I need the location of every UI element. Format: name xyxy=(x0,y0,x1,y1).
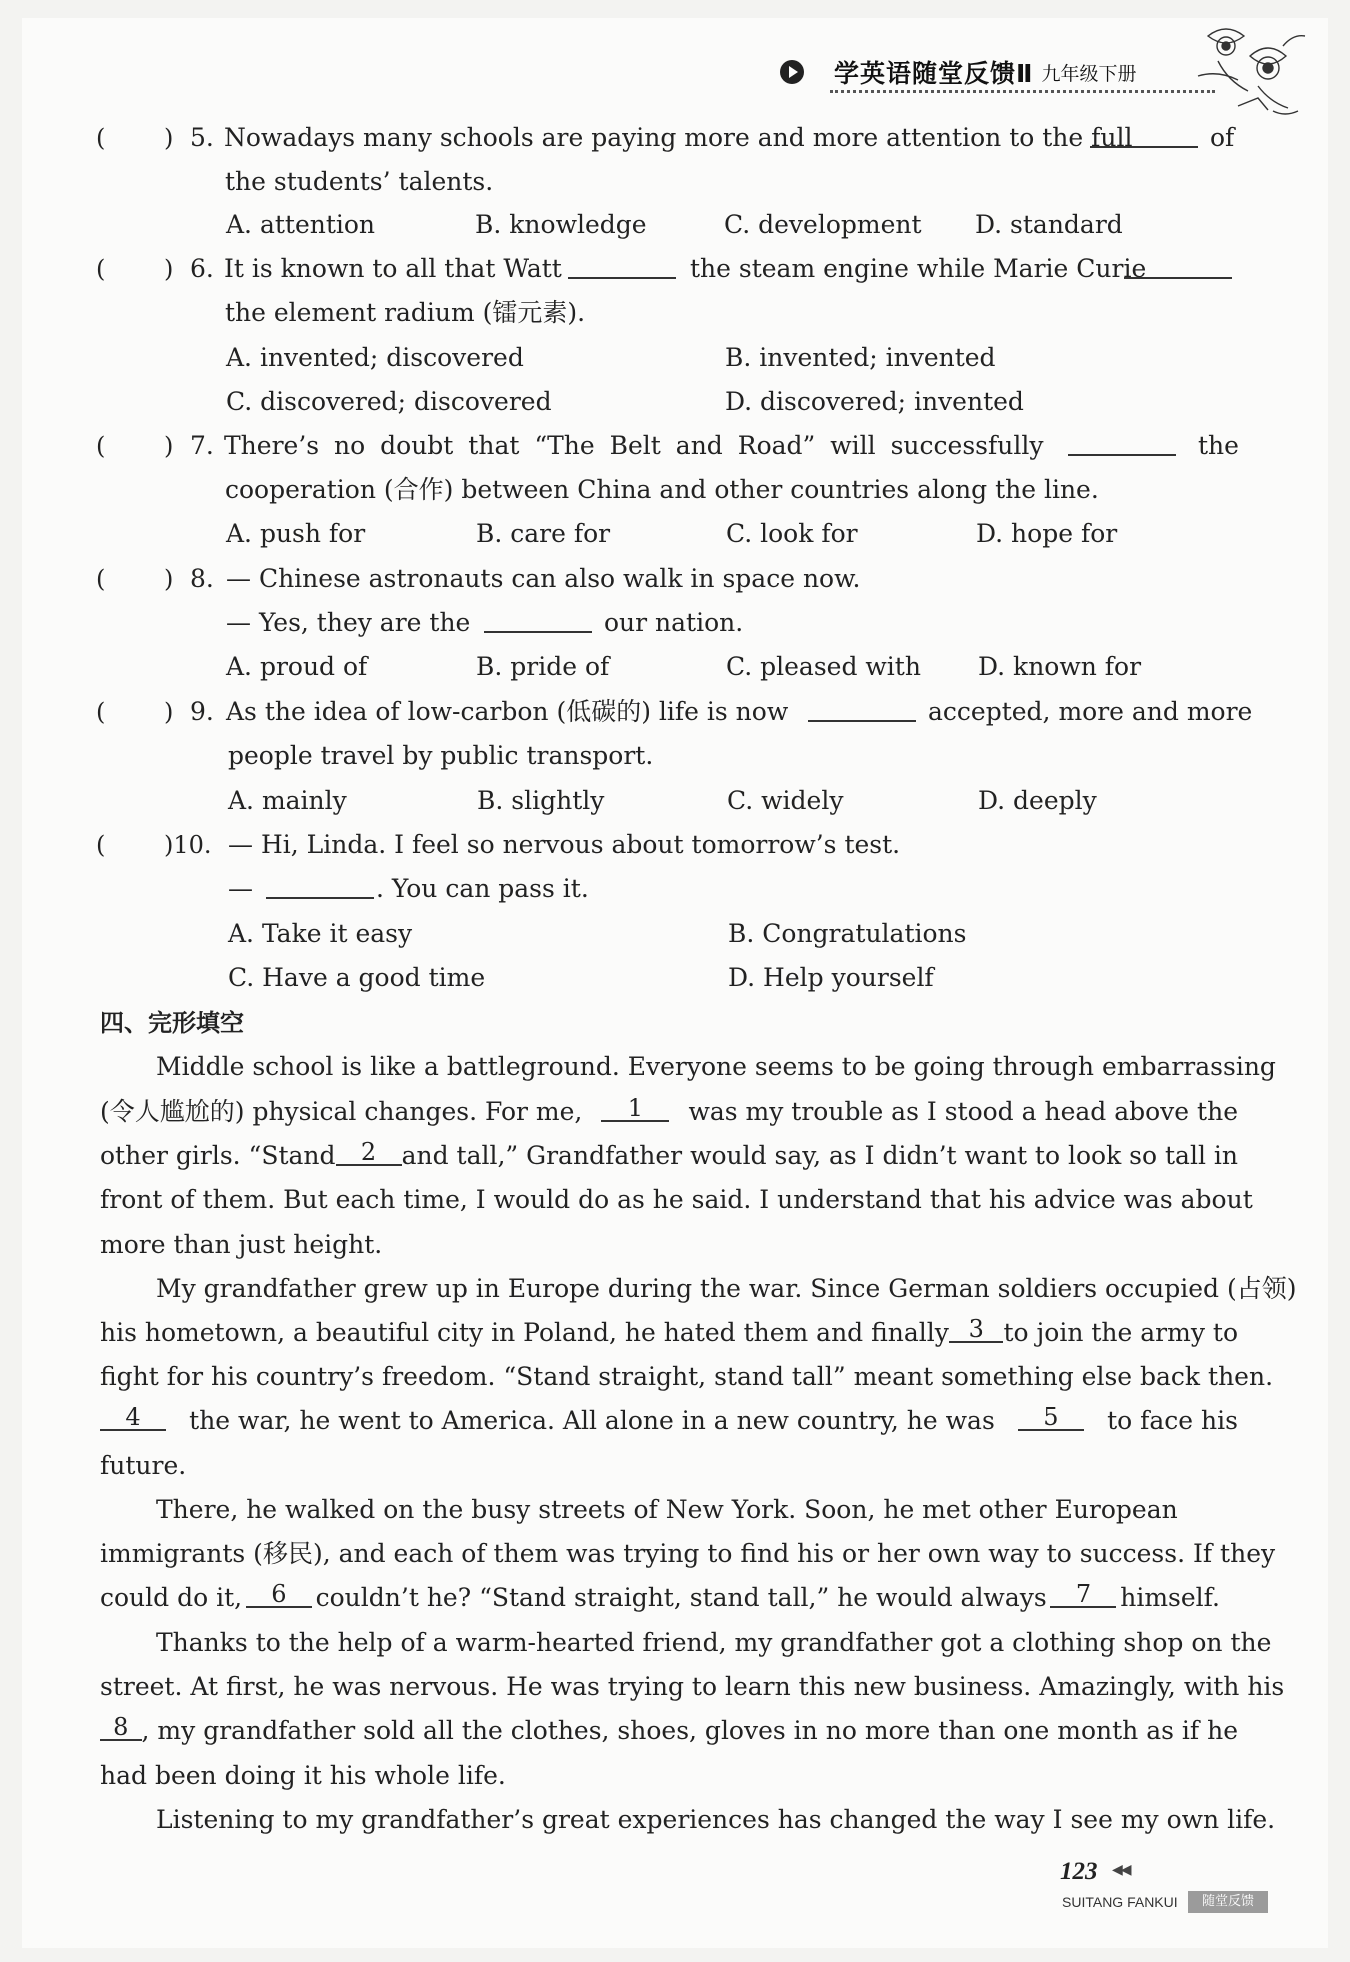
option-c: C. widely xyxy=(727,786,844,815)
option-d: D. Help yourself xyxy=(728,963,934,992)
answer-paren-open: ( xyxy=(96,698,106,726)
dialogue-reply-end: our nation. xyxy=(604,608,744,637)
option-a: A. Take it easy xyxy=(228,919,413,948)
cloze-blank-4[interactable]: 4 xyxy=(100,1405,166,1431)
question-9-line2: people travel by public transport. xyxy=(228,741,654,770)
passage-text: other girls. “Stand xyxy=(100,1141,336,1170)
dialogue-reply-end: . You can pass it. xyxy=(376,874,589,903)
passage-line: My grandfather grew up in Europe during the war. Since German soldiers occupied (占领) xyxy=(156,1274,1297,1303)
question-text: There’s no doubt that “The Belt and Road” will successfully xyxy=(224,431,1044,460)
cloze-blank-5[interactable]: 5 xyxy=(1018,1405,1084,1431)
page-number: 123 xyxy=(1060,1858,1098,1885)
option-c: C. Have a good time xyxy=(228,963,486,992)
option-a: A. attention xyxy=(226,210,376,239)
header-divider xyxy=(830,90,1215,93)
question-text: — Chinese astronauts can also walk in space now. xyxy=(226,564,861,593)
answer-blank[interactable] xyxy=(568,253,676,279)
option-a: A. push for xyxy=(226,519,366,548)
answer-paren-open: ( xyxy=(96,255,106,283)
question-number: 9. xyxy=(190,697,214,726)
passage-line xyxy=(100,1096,1238,1128)
question-number: 5. xyxy=(190,123,214,152)
answer-paren-close: ) xyxy=(164,565,174,593)
answer-paren-close: ) xyxy=(164,698,174,726)
question-text-end: of xyxy=(1210,123,1235,152)
passage-line: Listening to my grandfather’s great experiences has changed the way I see my own life. xyxy=(156,1805,1276,1834)
passage-line: fight for his country’s freedom. “Stand straight, stand tall” meant something else back then. xyxy=(100,1362,1274,1391)
passage-text: , my grandfather sold all the clothes, shoes, gloves in no more than one month as if he xyxy=(141,1716,1238,1745)
question-6-line2: the element radium (镭元素). xyxy=(225,298,586,327)
passage-line: street. At first, he was nervous. He was trying to learn this new business. Amazingly, with his xyxy=(100,1672,1285,1701)
passage-text: to join the army to xyxy=(1003,1318,1238,1347)
answer-blank[interactable] xyxy=(484,607,592,633)
dialogue-reply: — Yes, they are the xyxy=(226,608,471,637)
passage-line: future. xyxy=(100,1451,187,1480)
passage-text: could do it, xyxy=(100,1583,243,1612)
answer-paren-open: ( xyxy=(96,432,106,460)
passage-text: (令人尴尬的) physical changes. For me, xyxy=(100,1097,583,1126)
option-c: C. development xyxy=(724,210,922,239)
book-title: 学英语随堂反馈Ⅱ xyxy=(834,59,1034,88)
flower-decoration-icon xyxy=(1188,16,1313,128)
question-text-end: accepted, more and more xyxy=(928,697,1253,726)
question-number: 8. xyxy=(190,564,214,593)
footer-brand: SUITANG FANKUI xyxy=(1062,1894,1178,1910)
question-text-end: the xyxy=(1198,431,1239,460)
passage-line: front of them. But each time, I would do as he said. I understand that his advice was about xyxy=(100,1185,1253,1214)
answer-paren-open: ( xyxy=(96,565,106,593)
option-d: D. known for xyxy=(978,652,1142,681)
passage-line: had been doing it his whole life. xyxy=(100,1761,506,1790)
passage-text: and tall,” Grandfather would say, as I didn’t want to look so tall in xyxy=(401,1141,1238,1170)
option-b: B. care for xyxy=(476,519,611,548)
option-b: B. invented; invented xyxy=(725,343,996,372)
passage-text: was my trouble as I stood a head above the xyxy=(688,1097,1238,1126)
option-a: A. proud of xyxy=(226,652,368,681)
answer-paren-open: ( xyxy=(96,124,106,152)
cloze-blank-8[interactable]: 8 xyxy=(100,1715,142,1741)
question-text-mid: the steam engine while Marie Curie xyxy=(690,254,1147,283)
passage-line xyxy=(100,1317,1238,1349)
cloze-blank-3[interactable]: 3 xyxy=(949,1317,1004,1343)
answer-blank[interactable] xyxy=(808,696,916,722)
question-number: 7. xyxy=(190,431,214,460)
answer-paren-close: ) xyxy=(164,432,174,460)
passage-text: couldn’t he? “Stand straight, stand tall,” he would always xyxy=(315,1583,1047,1612)
passage-line xyxy=(100,1715,1238,1747)
option-c: C. discovered; discovered xyxy=(226,387,552,416)
passage-text: himself. xyxy=(1120,1583,1220,1612)
option-a: A. invented; discovered xyxy=(226,343,524,372)
passage-line: more than just height. xyxy=(100,1230,383,1259)
passage-line: Middle school is like a battleground. Everyone seems to be going through embarrassing xyxy=(156,1052,1276,1081)
option-a: A. mainly xyxy=(228,786,347,815)
question-number: 6. xyxy=(190,254,214,283)
option-d: D. standard xyxy=(975,210,1123,239)
answer-blank[interactable] xyxy=(1090,122,1198,148)
arrows-icon: ◀◀ xyxy=(1112,1862,1130,1878)
page-header xyxy=(780,52,1136,92)
play-icon xyxy=(780,60,804,84)
passage-line xyxy=(100,1140,1238,1172)
option-d: D. deeply xyxy=(978,786,1097,815)
answer-paren-close: ) xyxy=(164,124,174,152)
passage-text: his hometown, a beautiful city in Poland, he hated them and finally xyxy=(100,1318,949,1347)
question-5-line2: the students’ talents. xyxy=(225,167,494,196)
question-text: — Hi, Linda. I feel so nervous about tomorrow’s test. xyxy=(228,830,901,859)
answer-paren-close: ) xyxy=(164,255,174,283)
passage-text: the war, he went to America. All alone in a new country, he was xyxy=(189,1406,995,1435)
answer-blank[interactable] xyxy=(1068,430,1176,456)
passage-line: There, he walked on the busy streets of New York. Soon, he met other European xyxy=(156,1495,1178,1524)
option-d: D. hope for xyxy=(976,519,1118,548)
option-b: B. knowledge xyxy=(475,210,647,239)
answer-blank[interactable] xyxy=(1124,253,1232,279)
question-text: Nowadays many schools are paying more and more attention to the full xyxy=(224,123,1133,152)
question-text: As the idea of low-carbon (低碳的) life is now xyxy=(226,697,789,726)
passage-line: immigrants (移民), and each of them was trying to find his or her own way to success. If they xyxy=(100,1539,1276,1568)
cloze-blank-1[interactable]: 1 xyxy=(601,1096,669,1122)
option-c: C. look for xyxy=(726,519,858,548)
passage-line: Thanks to the help of a warm-hearted friend, my grandfather got a clothing shop on the xyxy=(156,1628,1272,1657)
option-b: B. slightly xyxy=(477,786,605,815)
cloze-blank-7[interactable]: 7 xyxy=(1050,1582,1116,1608)
section-title: 四、完形填空 xyxy=(100,1009,244,1037)
option-d: D. discovered; invented xyxy=(725,387,1024,416)
option-c: C. pleased with xyxy=(726,652,921,681)
passage-line xyxy=(100,1405,1238,1437)
footer-badge: 随堂反馈 xyxy=(1188,1891,1268,1913)
answer-blank[interactable] xyxy=(266,873,374,899)
answer-paren-open: ( xyxy=(96,831,106,859)
passage-text: to face his xyxy=(1107,1406,1238,1435)
answer-paren-close: )10. xyxy=(164,831,212,859)
cloze-blank-6[interactable]: 6 xyxy=(246,1582,312,1608)
passage-line xyxy=(100,1582,1220,1614)
book-subtitle: 九年级下册 xyxy=(1041,62,1137,85)
cloze-blank-2[interactable]: 2 xyxy=(336,1140,402,1166)
question-7-line2: cooperation (合作) between China and other countries along the line. xyxy=(225,475,1099,504)
question-text: It is known to all that Watt xyxy=(224,254,562,283)
dialogue-dash: — xyxy=(228,874,253,903)
option-b: B. Congratulations xyxy=(728,919,967,948)
option-b: B. pride of xyxy=(476,652,610,681)
